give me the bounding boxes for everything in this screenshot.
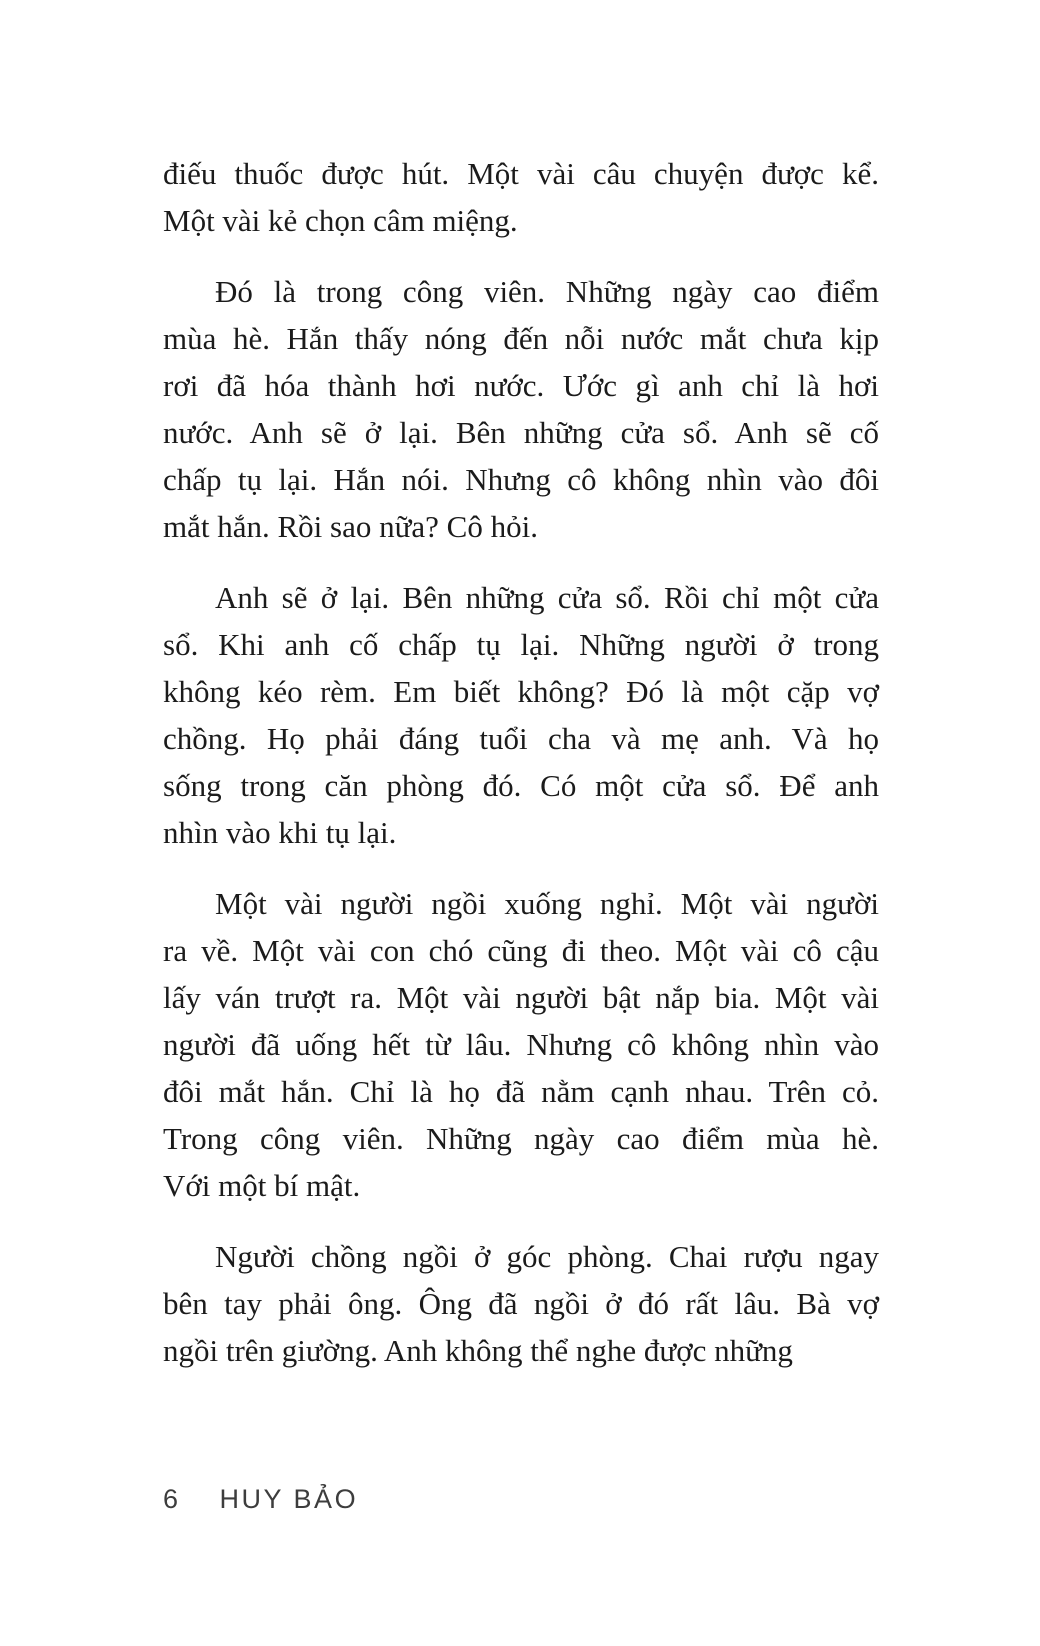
text-line: rơi đã hóa thành hơi nước. Ước gì anh chỉ là hơi xyxy=(163,368,879,403)
text-line: Anh sẽ ở lại. Bên những cửa sổ. Rồi chỉ một cửa xyxy=(215,580,879,615)
text-line: không kéo rèm. Em biết không? Đó là một cặp vợ xyxy=(163,674,879,709)
text-line: điếu thuốc được hút. Một vài câu chuyện được kể. xyxy=(163,156,879,191)
text-line: chấp tụ lại. Hắn nói. Nhưng cô không nhìn vào đôi xyxy=(163,462,879,497)
text-line: ngồi trên giường. Anh không thể nghe được những xyxy=(163,1333,793,1368)
text-line: sổ. Khi anh cố chấp tụ lại. Những người ở trong xyxy=(163,627,879,662)
text-line: sống trong căn phòng đó. Có một cửa sổ. Để anh xyxy=(163,768,879,803)
paragraph xyxy=(163,574,879,856)
text-line: đôi mắt hắn. Chỉ là họ đã nằm cạnh nhau. Trên cỏ. xyxy=(163,1074,879,1109)
text-line: người đã uống hết từ lâu. Nhưng cô không nhìn vào xyxy=(163,1027,879,1062)
page-footer xyxy=(163,1483,358,1515)
text-line: ra về. Một vài con chó cũng đi theo. Một vài cô cậu xyxy=(163,933,879,968)
paragraph xyxy=(163,880,879,1209)
paragraph xyxy=(163,1233,879,1374)
paragraph xyxy=(163,150,879,244)
running-title-author: HUY BẢO xyxy=(219,1484,359,1514)
text-line: chồng. Họ phải đáng tuổi cha và mẹ anh. Và họ xyxy=(163,721,879,756)
text-line: lấy ván trượt ra. Một vài người bật nắp bia. Một vài xyxy=(163,980,879,1015)
text-line: Đó là trong công viên. Những ngày cao điểm xyxy=(215,274,879,309)
text-line: mùa hè. Hắn thấy nóng đến nỗi nước mắt chưa kịp xyxy=(163,321,879,356)
text-line: Với một bí mật. xyxy=(163,1168,361,1203)
text-line: mắt hắn. Rồi sao nữa? Cô hỏi. xyxy=(163,509,538,544)
text-line: Một vài kẻ chọn câm miệng. xyxy=(163,203,518,238)
text-line: Một vài người ngồi xuống nghỉ. Một vài người xyxy=(215,886,879,921)
text-line: Người chồng ngồi ở góc phòng. Chai rượu ngay xyxy=(215,1239,879,1274)
body-text xyxy=(163,150,879,1374)
text-line: nước. Anh sẽ ở lại. Bên những cửa sổ. Anh sẽ cố xyxy=(163,415,879,450)
page-number: 6 xyxy=(163,1484,180,1514)
paragraph xyxy=(163,268,879,550)
text-line: nhìn vào khi tụ lại. xyxy=(163,815,397,850)
text-line: Trong công viên. Những ngày cao điểm mùa hè. xyxy=(163,1121,879,1156)
text-line: bên tay phải ông. Ông đã ngồi ở đó rất lâu. Bà vợ xyxy=(163,1286,879,1321)
